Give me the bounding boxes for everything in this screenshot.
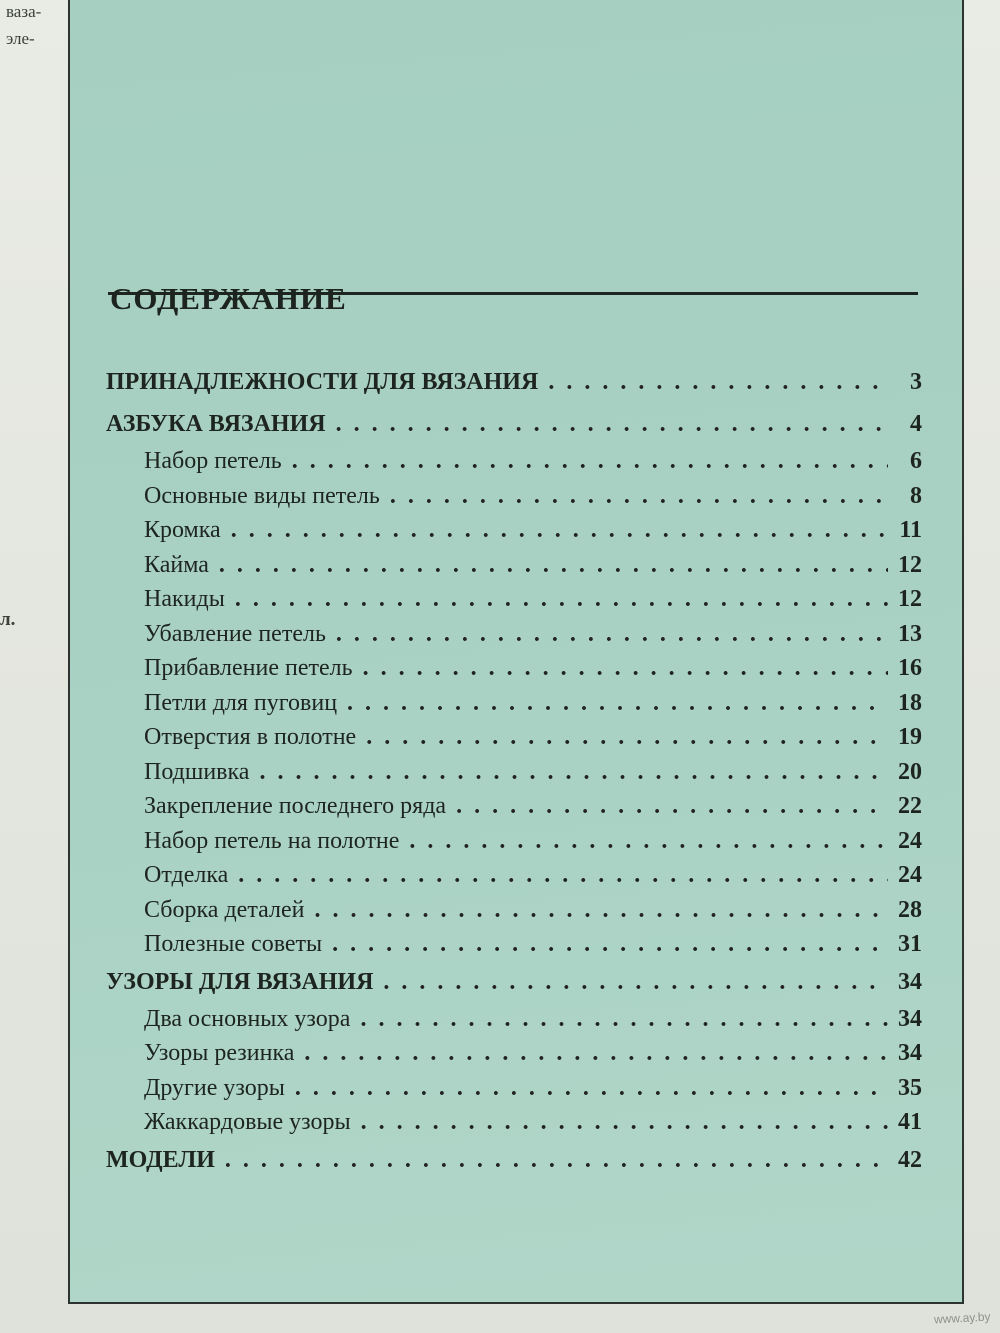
dot-leader [326,404,888,444]
toc-subsection [106,444,922,479]
dot-leader [221,513,888,548]
toc-entry-page: 3 [910,369,922,395]
margin-text-fragment: эле- [6,29,35,48]
toc-entry-label: Набор петель на полотне [144,827,400,854]
toc-entry-page: 34 [898,1005,922,1032]
toc-subsection [106,1071,922,1106]
toc-section [106,362,922,404]
toc-entry-page: 22 [898,793,922,819]
toc-subsection [106,1105,922,1140]
toc-entry-label: Основные виды петель [144,482,380,509]
toc-entry-page: 24 [898,862,922,888]
toc-entry-label: ПРИНАДЛЕЖНОСТИ ДЛЯ ВЯЗАНИЯ [106,369,539,395]
toc-entry-label: УЗОРЫ ДЛЯ ВЯЗАНИЯ [106,968,374,995]
toc-entry-page: 11 [899,517,922,543]
toc-subsection [106,617,922,652]
table-of-contents [106,362,922,1180]
toc-subsection [106,1036,922,1071]
dot-leader [399,824,888,859]
dot-leader [225,582,888,617]
toc-entry-page: 35 [898,1074,922,1101]
toc-entry-page: 42 [898,1146,922,1173]
toc-entry-label: Другие узоры [144,1074,285,1101]
dot-leader [215,1140,888,1180]
dot-leader [249,755,888,790]
toc-subsection [106,686,922,721]
toc-entry-label: Кайма [144,551,209,578]
margin-text-fragment: л. [0,609,16,630]
toc-entry-label: Набор петель [144,448,282,474]
toc-entry-label: Петли для пуговиц [144,689,338,716]
toc-section [106,1140,922,1180]
toc-entry-page: 12 [898,551,922,578]
dot-leader [282,444,888,479]
dot-leader [446,789,888,824]
dot-leader [326,617,888,652]
dot-leader [304,893,888,928]
watermark: www.ay.by [933,1309,991,1327]
dot-leader [294,1036,888,1071]
dot-leader [380,479,888,514]
contents-panel [68,0,964,1304]
toc-subsection [106,824,922,859]
toc-entry-page: 28 [898,896,922,923]
toc-entry-label: Отделка [144,862,229,888]
toc-entry-page: 13 [898,620,922,647]
dot-leader [538,362,888,402]
toc-subsection [106,1002,922,1037]
contents-title: СОДЕРЖАНИЕ [110,281,347,316]
toc-subsection [106,858,922,893]
toc-entry-label: Жаккардовые узоры [144,1109,351,1135]
toc-subsection [106,582,922,617]
toc-entry-page: 4 [910,411,922,437]
toc-section [106,962,922,1002]
toc-entry-label: Два основных узора [144,1005,351,1032]
toc-subsection [106,479,922,514]
toc-entry-label: Сборка деталей [144,896,305,923]
toc-entry-label: Убавление петель [144,620,326,647]
dot-leader [209,548,888,583]
toc-entry-label: Прибавление петель [144,655,353,681]
toc-subsection [106,893,922,928]
toc-subsection [106,548,922,583]
toc-subsection [106,755,922,790]
toc-entry-page: 8 [910,482,922,509]
toc-subsection [106,927,922,962]
toc-subsection [106,513,922,548]
toc-entry-label: Отверстия в полотне [144,724,357,750]
toc-entry-label: АЗБУКА ВЯЗАНИЯ [106,411,326,437]
toc-entry-page: 34 [898,968,922,995]
dot-leader [351,1105,888,1140]
toc-entry-page: 18 [898,689,922,716]
toc-entry-page: 31 [898,931,922,957]
toc-subsection [106,720,922,755]
toc-entry-page: 20 [898,758,922,785]
dot-leader [285,1071,888,1106]
dot-leader [353,651,888,686]
dot-leader [356,720,888,755]
dot-leader [322,927,888,962]
toc-entry-label: Подшивка [144,758,250,785]
toc-entry-label: Закрепление последнего ряда [144,793,447,819]
toc-entry-page: 24 [898,827,922,854]
toc-subsection [106,789,922,824]
toc-entry-label: Узоры резинка [144,1040,295,1066]
dot-leader [373,962,888,1002]
toc-entry-label: Накиды [144,586,225,612]
toc-section [106,404,922,444]
toc-entry-label: Полезные советы [144,931,323,957]
toc-subsection [106,651,922,686]
dot-leader [228,858,888,893]
toc-entry-page: 6 [910,448,922,474]
toc-entry-page: 41 [898,1109,922,1135]
toc-entry-label: Кромка [144,517,221,543]
toc-entry-page: 19 [898,724,922,750]
toc-entry-page: 16 [898,655,922,681]
toc-entry-page: 34 [898,1040,922,1066]
margin-text-fragment: ваза- [6,2,42,21]
toc-entry-label: МОДЕЛИ [106,1146,215,1173]
dot-leader [350,1002,888,1037]
toc-entry-page: 12 [898,586,922,612]
dot-leader [337,686,888,721]
